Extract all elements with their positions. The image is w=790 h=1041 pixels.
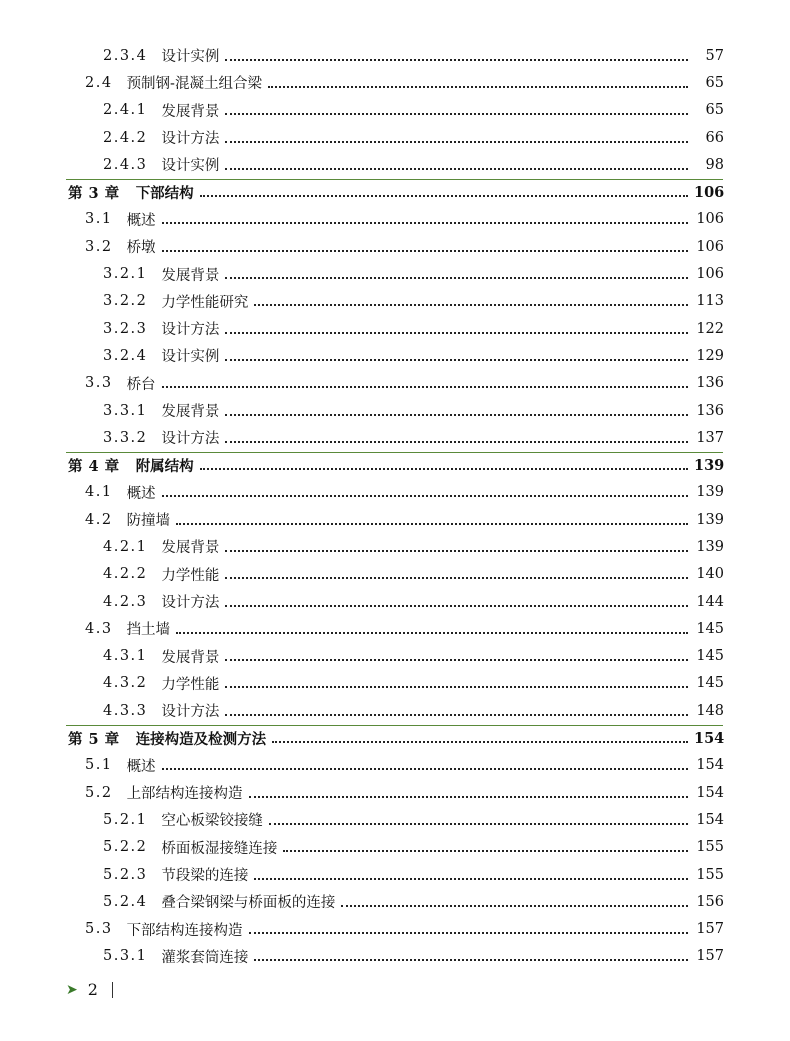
- toc-entry[interactable]: [0, 288, 790, 315]
- toc-entry-page: 139: [694, 456, 725, 474]
- toc-chapter-entry[interactable]: [0, 178, 790, 205]
- toc-entry-title: 桥面板湿接缝连接: [161, 840, 278, 857]
- toc-entry-title: 桥台: [126, 376, 156, 393]
- toc-entry-number: 5.3: [85, 921, 113, 938]
- toc-chapter-entry[interactable]: [0, 451, 790, 478]
- toc-entry-page: 113: [696, 293, 724, 310]
- toc-entry-number: 4.2.3: [103, 593, 148, 610]
- toc-entry-number: 4.3.3: [103, 702, 148, 719]
- toc-entry-number: 2.4.1: [103, 102, 148, 119]
- toc-entry-title: 上部结构连接构造: [126, 786, 243, 803]
- leader-dots: [225, 686, 688, 688]
- leader-dots: [225, 550, 688, 552]
- leader-dots: [225, 359, 688, 361]
- toc-entry-page: 154: [696, 757, 724, 774]
- toc-entry-page: 145: [696, 675, 724, 692]
- leader-dots: [254, 878, 688, 880]
- toc-entry-number: 2.4.3: [103, 156, 148, 173]
- toc-entry-title: 发展背景: [161, 103, 220, 120]
- toc-entry-page: 157: [696, 948, 724, 965]
- toc-entry-page: 65: [705, 74, 724, 91]
- toc-entry-title: 概述: [126, 485, 156, 502]
- toc-entry-page: 65: [705, 102, 724, 119]
- toc-entry-number: 5.2.2: [103, 839, 148, 856]
- toc-entry[interactable]: [0, 779, 790, 806]
- toc-entry-title: 叠合梁钢梁与桥面板的连接: [161, 895, 336, 912]
- toc-entry[interactable]: [0, 752, 790, 779]
- toc-entry-title: 连接构造及检测方法: [135, 730, 267, 748]
- leader-dots: [283, 850, 688, 852]
- toc-entry[interactable]: [0, 151, 790, 178]
- leader-dots: [225, 113, 688, 115]
- leader-dots: [225, 59, 688, 61]
- toc-entry-page: 154: [694, 729, 725, 747]
- toc-entry-number: 4.2: [85, 511, 113, 528]
- toc-entry-title: 下部结构连接构造: [126, 922, 243, 939]
- toc-entry-title: 设计实例: [161, 49, 220, 66]
- chapter-rule: [66, 725, 723, 726]
- toc-entry-number: 4.3.2: [103, 675, 148, 692]
- page-footer: [66, 980, 113, 999]
- leader-dots: [249, 796, 688, 798]
- toc-entry-number: 4.1: [85, 484, 113, 501]
- toc-entry-page: 66: [705, 129, 724, 146]
- toc-entry-number: 3.2: [85, 238, 113, 255]
- toc-entry[interactable]: [0, 69, 790, 96]
- toc-entry-number: 3.2.1: [103, 266, 148, 283]
- leader-dots: [225, 714, 688, 716]
- footer-divider: [112, 982, 114, 998]
- toc-entry-page: 122: [696, 320, 724, 337]
- toc-entry-page: 136: [696, 402, 724, 419]
- toc-entry-page: 129: [696, 347, 724, 364]
- leader-dots: [162, 250, 688, 252]
- leader-dots: [268, 86, 688, 88]
- table-of-contents: [0, 42, 790, 970]
- leader-dots: [272, 741, 688, 743]
- toc-entry-number: 第 5 章: [68, 730, 120, 748]
- toc-entry-title: 发展背景: [161, 404, 220, 420]
- toc-entry-title: 设计方法: [161, 322, 220, 339]
- toc-entry[interactable]: [0, 424, 790, 451]
- toc-entry-page: 139: [696, 511, 724, 528]
- toc-entry[interactable]: [0, 697, 790, 724]
- leader-dots: [254, 304, 688, 306]
- toc-entry[interactable]: [0, 943, 790, 970]
- leader-dots: [225, 277, 688, 279]
- toc-entry-title: 附属结构: [135, 457, 194, 475]
- leader-dots: [225, 441, 688, 443]
- leader-dots: [162, 495, 688, 497]
- toc-entry-page: 154: [696, 811, 724, 828]
- toc-entry-number: 3.2.3: [103, 320, 148, 337]
- toc-entry[interactable]: [0, 643, 790, 670]
- toc-entry-title: 节段梁的连接: [161, 868, 249, 885]
- toc-entry-page: 137: [696, 429, 724, 446]
- toc-entry-title: 设计实例: [161, 349, 220, 366]
- toc-entry-number: 4.2.1: [103, 538, 148, 555]
- toc-entry-title: 概述: [126, 758, 156, 775]
- chapter-rule: [66, 179, 723, 180]
- toc-entry-title: 设计方法: [161, 131, 220, 148]
- toc-entry-title: 发展背景: [161, 540, 220, 557]
- toc-entry-number: 3.1: [85, 211, 113, 228]
- leader-dots: [162, 222, 688, 224]
- toc-entry-title: 预制钢-混凝土组合梁: [126, 76, 262, 93]
- toc-entry[interactable]: [0, 561, 790, 588]
- toc-entry-title: 灌浆套筒连接: [161, 949, 249, 966]
- toc-entry-page: 155: [696, 866, 724, 883]
- toc-entry-number: 2.4: [85, 74, 113, 91]
- leader-dots: [249, 932, 688, 934]
- toc-entry[interactable]: [0, 342, 790, 369]
- toc-entry[interactable]: [0, 533, 790, 560]
- toc-entry-title: 发展背景: [161, 267, 220, 284]
- leader-dots: [162, 386, 688, 388]
- toc-entry-number: 2.4.2: [103, 129, 148, 146]
- toc-entry-number: 5.2.4: [103, 893, 148, 910]
- leader-dots: [254, 959, 688, 961]
- toc-entry-title: 下部结构: [135, 184, 194, 202]
- toc-entry-number: 第 3 章: [68, 184, 120, 202]
- toc-entry-page: 98: [705, 156, 724, 173]
- toc-entry-page: 156: [696, 893, 724, 910]
- toc-entry-title: 挡土墙: [126, 622, 171, 639]
- toc-entry[interactable]: [0, 370, 790, 397]
- leader-dots: [341, 905, 688, 907]
- toc-chapter-entry[interactable]: [0, 724, 790, 751]
- leader-dots: [176, 523, 688, 525]
- toc-entry[interactable]: [0, 42, 790, 69]
- toc-entry-page: 106: [696, 238, 724, 255]
- toc-entry-title: 空心板梁铰接缝: [161, 813, 263, 830]
- toc-entry-page: 106: [696, 211, 724, 228]
- toc-entry-title: 设计实例: [161, 158, 220, 175]
- toc-entry-page: 136: [696, 375, 724, 392]
- toc-entry[interactable]: [0, 506, 790, 533]
- toc-entry[interactable]: [0, 260, 790, 287]
- toc-entry[interactable]: [0, 670, 790, 697]
- toc-entry-number: 3.2.2: [103, 293, 148, 310]
- toc-entry-page: 144: [696, 593, 724, 610]
- toc-entry[interactable]: [0, 834, 790, 861]
- toc-entry-page: 154: [696, 784, 724, 801]
- toc-entry-title: 力学性能: [161, 676, 220, 693]
- toc-entry-title: 概述: [126, 212, 156, 229]
- toc-entry[interactable]: [0, 206, 790, 233]
- page-number: 2: [87, 980, 98, 999]
- toc-entry-page: 57: [705, 47, 724, 64]
- leader-dots: [176, 632, 688, 634]
- toc-entry-page: 139: [696, 484, 724, 501]
- toc-entry-number: 5.2.1: [103, 811, 148, 828]
- toc-entry-number: 第 4 章: [68, 457, 120, 475]
- toc-entry-number: 5.2.3: [103, 866, 148, 883]
- toc-entry-number: 5.1: [85, 757, 113, 774]
- leader-dots: [225, 332, 688, 334]
- toc-entry-page: 148: [696, 702, 724, 719]
- leader-dots: [225, 414, 688, 416]
- toc-entry-page: 145: [696, 620, 724, 637]
- toc-entry-title: 力学性能: [161, 567, 220, 584]
- toc-entry-number: 4.2.2: [103, 566, 148, 583]
- toc-entry-title: 防撞墙: [126, 513, 171, 530]
- toc-entry[interactable]: [0, 861, 790, 888]
- leader-dots: [225, 659, 688, 661]
- toc-entry[interactable]: [0, 479, 790, 506]
- leader-dots: [162, 768, 688, 770]
- leader-dots: [200, 195, 688, 197]
- toc-entry-title: 设计方法: [161, 431, 220, 448]
- toc-entry-number: 5.3.1: [103, 948, 148, 965]
- chapter-rule: [66, 452, 723, 453]
- toc-entry-page: 157: [696, 921, 724, 938]
- toc-entry-title: 设计方法: [161, 595, 220, 612]
- toc-entry-page: 145: [696, 648, 724, 665]
- toc-entry-number: 3.3: [85, 375, 113, 392]
- toc-entry-number: 2.3.4: [103, 47, 148, 64]
- leader-dots: [269, 823, 688, 825]
- toc-entry-number: 4.3.1: [103, 648, 148, 665]
- toc-entry[interactable]: [0, 397, 790, 424]
- leader-dots: [225, 577, 688, 579]
- toc-entry-page: 140: [696, 566, 724, 583]
- toc-entry[interactable]: [0, 124, 790, 151]
- toc-entry-number: 5.2: [85, 784, 113, 801]
- toc-entry[interactable]: [0, 315, 790, 342]
- toc-entry-number: 4.3: [85, 620, 113, 637]
- leader-dots: [225, 168, 688, 170]
- toc-entry-title: 桥墩: [126, 240, 156, 257]
- toc-entry[interactable]: [0, 806, 790, 833]
- toc-entry-number: 3.3.2: [103, 429, 148, 446]
- toc-entry[interactable]: [0, 97, 790, 124]
- toc-entry-title: 力学性能研究: [161, 294, 249, 311]
- toc-entry-number: 3.3.1: [103, 402, 148, 419]
- toc-entry-title: 设计方法: [161, 704, 220, 721]
- toc-entry-title: 发展背景: [161, 649, 220, 666]
- leader-dots: [225, 605, 688, 607]
- toc-entry[interactable]: [0, 916, 790, 943]
- toc-entry-number: 3.2.4: [103, 347, 148, 364]
- toc-entry-page: 106: [694, 183, 725, 201]
- toc-entry[interactable]: [0, 888, 790, 915]
- leader-dots: [225, 141, 688, 143]
- toc-entry[interactable]: [0, 233, 790, 260]
- toc-entry[interactable]: [0, 615, 790, 642]
- toc-entry[interactable]: [0, 588, 790, 615]
- toc-entry-page: 106: [696, 266, 724, 283]
- toc-entry-page: 139: [696, 538, 724, 555]
- arrow-right-icon: ➤: [66, 981, 78, 998]
- leader-dots: [200, 468, 688, 470]
- toc-entry-page: 155: [696, 839, 724, 856]
